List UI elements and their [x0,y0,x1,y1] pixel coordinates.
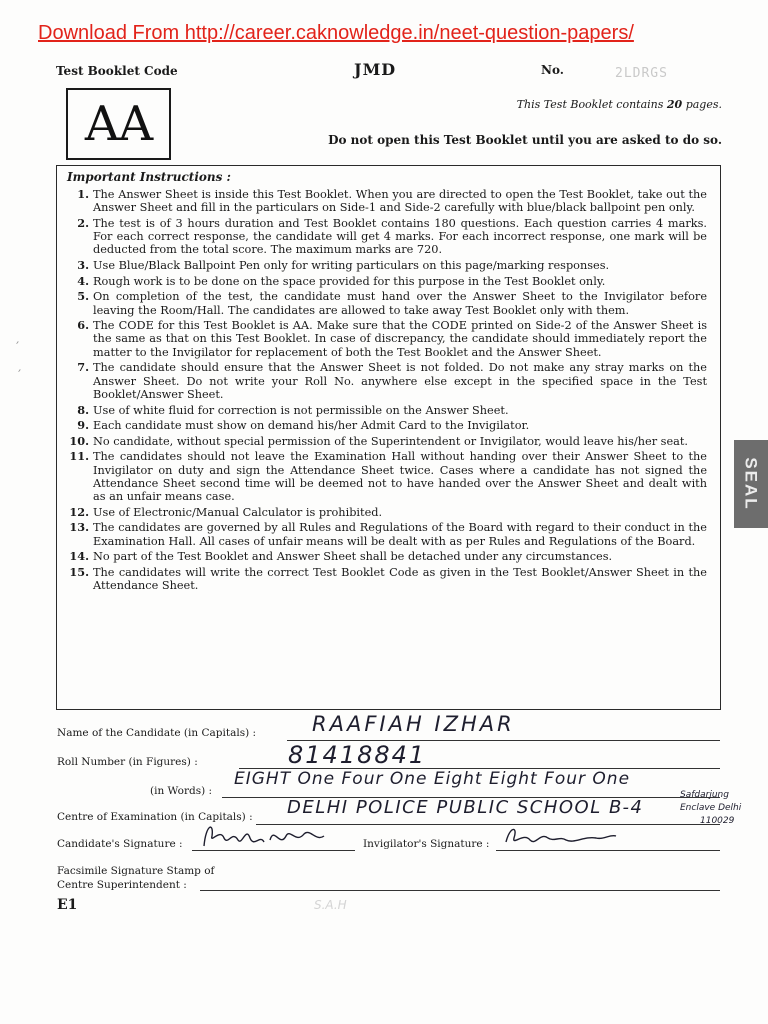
booklet-number-label: No. [541,63,564,77]
instruction-text: The test is of 3 hours duration and Test Booklet contains 180 questions. Each question carries 4 marks. For each correct response, the candidate will get 4 marks. For each incorrect response, one mark will be deducted from the total score. The maximum marks are 720. [93,216,707,257]
instruction-text: The candidates are governed by all Rules and Regulations of the Board with regard to their conduct in the Examination Hall. All cases of unfair means will be dealt with as per Rules and Regulations of the Board. [93,521,707,548]
instruction-number: 15. [69,564,89,579]
paper-code: JMD [354,60,397,79]
faint-stamp-mark: S.A.H [314,898,347,912]
instructions-list [57,188,722,595]
instruction-number: 7. [77,360,89,375]
instruction-text: On completion of the test, the candidate must hand over the Answer Sheet to the Invigilator before leaving the Room/Hall. The candidates are allowed to take away Test Booklet only with them. [93,290,707,317]
invigilator-signature-line [496,850,720,851]
centre-extra-2: Enclave Delhi [680,803,742,813]
instruction-text: The candidate should ensure that the Answer Sheet is not folded. Do not make any stray marks on the Answer Sheet. Do not write your Roll No. anywhere else except in the specified space in the Test Booklet/Answer Sheet. [93,361,707,401]
instruction-item [57,275,722,288]
instruction-text: The CODE for this Test Booklet is AA. Make sure that the CODE printed on Side-2 of the Answer Sheet is the same as that on this Test Booklet. In case of discrepancy, the candidate should immediately report the matter to the Invigilator for replacement of both the Test Booklet and the Answer Sheet. [93,319,707,359]
instruction-item [57,506,722,519]
instruction-number: 4. [77,273,89,288]
instruction-text: The candidates will write the correct Test Booklet Code as given in the Test Booklet/Answer Sheet in the Attendance Sheet. [93,565,707,593]
instruction-item [57,290,722,317]
instruction-text: The Answer Sheet is inside this Test Booklet. When you are directed to open the Test Booklet, take out the Answer Sheet and fill in the particulars on Side-1 and Side-2 carefully with blue/black ballpoint pen only. [93,188,707,215]
instruction-number: 1. [77,187,89,201]
candidate-signature-label: Candidate's Signature : [57,838,183,850]
instruction-number: 10. [69,433,89,448]
footer-code: E1 [57,897,78,913]
candidate-name-value: RAAFIAH IZHAR [312,712,515,736]
instruction-number: 13. [69,520,89,535]
instruction-item [57,521,722,548]
instruction-item [57,419,722,432]
invigilator-signature-icon [500,822,620,850]
margin-mark: ′ [18,368,22,384]
do-not-open-warning: Do not open this Test Booklet until you are asked to do so. [328,133,722,147]
instruction-number: 6. [77,318,89,333]
instruction-number: 12. [69,504,89,519]
invigilator-signature-label: Invigilator's Signature : [363,838,490,850]
instruction-number: 11. [69,449,89,464]
roll-figures-label: Roll Number (in Figures) : [57,756,198,768]
instruction-text: The candidates should not leave the Examination Hall without handing over their Answer Sheet to the Invigilator on duty and sign the Attendance Sheet twice. Cases where a candidate has not signed the Attendance Sheet second time will be deemed not to have handed over the Answer Sheet and dealt with as an unfair means case. [93,450,707,504]
seal-tab [734,440,768,528]
instruction-number: 3. [77,258,89,273]
instructions-title: Important Instructions : [67,170,231,184]
instruction-item [57,319,722,359]
instruction-item [57,361,722,401]
candidate-signature-icon [200,818,330,852]
facsimile-label-line-1: Facsimile Signature Stamp of [57,865,215,877]
roll-words-label: (in Words) : [150,785,213,797]
pages-note: This Test Booklet contains 20 pages. [516,98,722,111]
centre-value: DELHI POLICE PUBLIC SCHOOL B-4 [287,797,644,818]
instructions-box [56,165,721,710]
instruction-number: 5. [77,289,89,304]
facsimile-label-line-2: Centre Superintendent : [57,879,187,891]
facsimile-line [200,890,720,891]
instruction-text: Use of white fluid for correction is not permissible on the Answer Sheet. [93,403,509,417]
instruction-text: Use Blue/Black Ballpoint Pen only for writing particulars on this page/marking responses. [93,259,610,273]
instruction-item [57,550,722,563]
centre-label: Centre of Examination (in Capitals) : [57,811,253,823]
instruction-item [57,188,722,215]
instruction-text: Rough work is to be done on the space provided for this purpose in the Test Booklet only. [93,274,606,288]
pages-count: 20 [666,98,683,111]
instruction-item [57,259,722,272]
margin-mark: ′ [16,340,20,356]
instruction-text: Use of Electronic/Manual Calculator is prohibited. [93,505,383,519]
instruction-text: No part of the Test Booklet and Answer Sheet shall be detached under any circumstances. [93,550,613,564]
booklet-code-label: Test Booklet Code [56,64,178,78]
booklet-code-box: AA [66,88,171,160]
instruction-number: 2. [77,215,89,230]
roll-figures-value: 81418841 [288,741,427,769]
instruction-text: Each candidate must show on demand his/her Admit Card to the Invigilator. [93,419,530,433]
booklet-serial-number: 2LDRGS [615,66,668,81]
instruction-number: 9. [77,418,89,433]
instruction-item [57,566,722,593]
instruction-number: 14. [69,549,89,564]
instruction-item [57,404,722,417]
instruction-text: No candidate, without special permission of the Superintendent or Invigilator, would leave his/her seat. [93,434,689,448]
seal-label: SEAL [742,457,761,511]
instruction-number: 8. [77,402,89,417]
download-link[interactable]: Download From http://career.caknowledge.in/neet-question-papers/ [38,22,634,44]
candidate-name-label: Name of the Candidate (in Capitals) : [57,727,257,739]
instruction-item [57,217,722,257]
instruction-item [57,450,722,503]
instruction-item [57,435,722,448]
roll-words-value: EIGHT One Four One Eight Eight Four One [234,769,631,789]
centre-extra-3: 110029 [700,816,735,826]
centre-extra-1: Safdarjung [680,790,729,800]
